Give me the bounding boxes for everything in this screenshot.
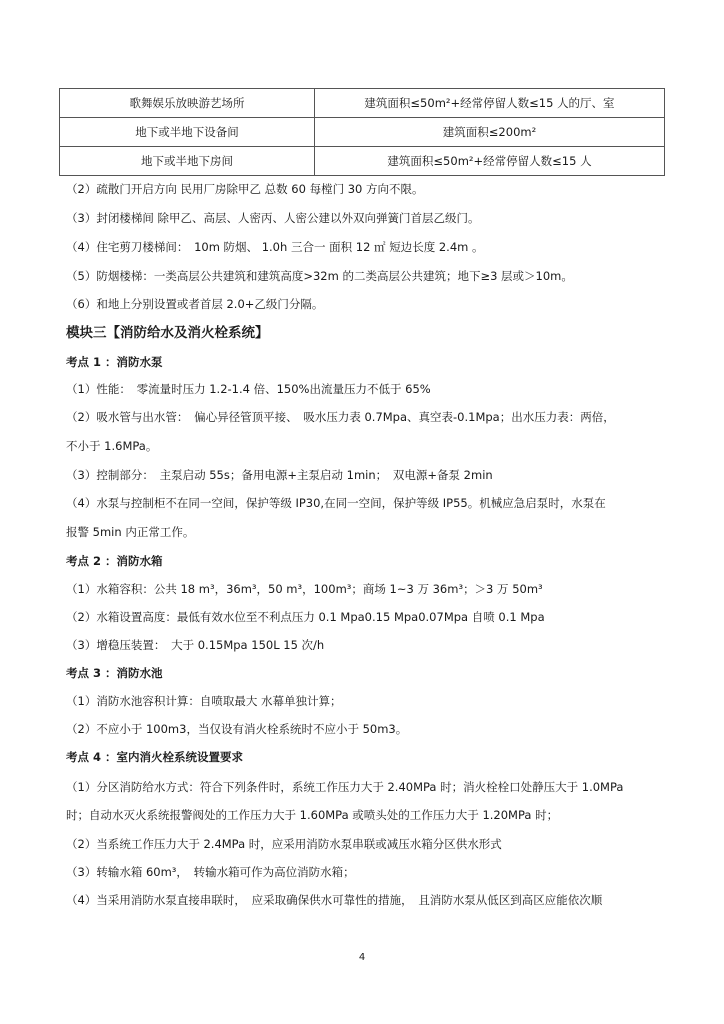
table-cell: 地下或半地下房间 (60, 147, 315, 176)
paragraph-line: （3）增稳压装置： 大于 0.15Mpa 150L 15 次/h (66, 638, 325, 652)
paragraph-line: （1）消防水池容积计算：自喷取最大 水幕单独计算； (66, 694, 342, 708)
table-row (60, 118, 665, 147)
table-cell: 歌舞娱乐放映游艺场所 (60, 89, 315, 118)
paragraph-line: 报警 5min 内正常工作。 (66, 525, 195, 539)
page-number: 4 (358, 952, 366, 963)
paragraph-line: （4）住宅剪刀楼梯间： 10m 防烟、 1.0h 三合一 面积 12 ㎡ 短边长度 2.4m 。 (66, 240, 484, 254)
paragraph-line: （6）和地上分别设置或者首层 2.0+乙级门分隔。 (66, 297, 324, 311)
table-cell: 建筑面积≤50m²+经常停留人数≤15 人的厅、室 (315, 89, 665, 118)
paragraph-line: （2）吸水管与出水管： 偏心异径管顶平接、 吸水压力表 0.7Mpa、真空表-0.1Mpa；出水压力表：两倍， (66, 410, 615, 424)
table-cell: 地下或半地下设备间 (60, 118, 315, 147)
paragraph-line: （1）水箱容积：公共 18 m³，36m³，50 m³，100m³；商场 1~3 万 36m³；＞3 万 50m³ (66, 582, 543, 596)
table-row (60, 89, 665, 118)
paragraph-line: （4）水泵与控制柜不在同一空间，保护等级 IP30,在同一空间，保护等级 IP55。机械应急启泵时，水泵在 (66, 496, 606, 510)
paragraph-line: （3）转输水箱 60m³， 转输水箱可作为高位消防水箱； (66, 865, 355, 879)
paragraph-line: （5）防烟楼梯：一类高层公共建筑和建筑高度>32m 的二类高层公共建筑；地下≥3 层或＞10m。 (66, 269, 573, 283)
paragraph-line: （2）不应小于 100m3，当仅设有消火栓系统时不应小于 50m3。 (66, 722, 408, 736)
section-heading: 考点 3 ：消防水池 (66, 666, 163, 680)
paragraph-line: （1）分区消防给水方式：符合下列条件时，系统工作压力大于 2.40MPa 时；消火栓栓口处静压大于 1.0MPa (66, 780, 624, 794)
paragraph-line: （2）疏散门开启方向 民用厂房除甲乙 总数 60 每樘门 30 方向不限。 (66, 182, 424, 196)
paragraph-line: （4）当采用消防水泵直接串联时， 应采取确保供水可靠性的措施， 且消防水泵从低区到高区应能依次顺 (66, 893, 603, 907)
table-cell: 建筑面积≤50m²+经常停留人数≤15 人 (315, 147, 665, 176)
paragraph-line: （3）控制部分： 主泵启动 55s；备用电源+主泵启动 1min； 双电源+备泵 2min (66, 468, 493, 482)
module-heading: 模块三【消防给水及消火栓系统】 (66, 325, 269, 341)
paragraph-line: （2）当系统工作压力大于 2.4MPa 时，应采用消防水泵串联或减压水箱分区供水形式 (66, 837, 502, 851)
paragraph-line: 不小于 1.6MPa。 (66, 439, 158, 453)
occupancy-table (59, 88, 665, 176)
paragraph-line: （1）性能： 零流量时压力 1.2-1.4 倍、150%出流量压力不低于 65% (66, 382, 431, 396)
section-heading: 考点 4 ：室内消火栓系统设置要求 (66, 750, 244, 764)
paragraph-line: 时；自动水灭火系统报警阀处的工作压力大于 1.60MPa 或喷头处的工作压力大于 1.20MPa 时； (66, 808, 559, 822)
paragraph-line: （3）封闭楼梯间 除甲乙、高层、人密丙、人密公建以外双向弹簧门首层乙级门。 (66, 211, 480, 225)
section-heading: 考点 1 ：消防水泵 (66, 355, 163, 369)
table-row (60, 147, 665, 176)
table-cell: 建筑面积≤200m² (315, 118, 665, 147)
section-heading: 考点 2 ：消防水箱 (66, 554, 163, 568)
paragraph-line: （2）水箱设置高度：最低有效水位至不利点压力 0.1 Mpa0.15 Mpa0.07Mpa 自喷 0.1 Mpa (66, 610, 545, 624)
